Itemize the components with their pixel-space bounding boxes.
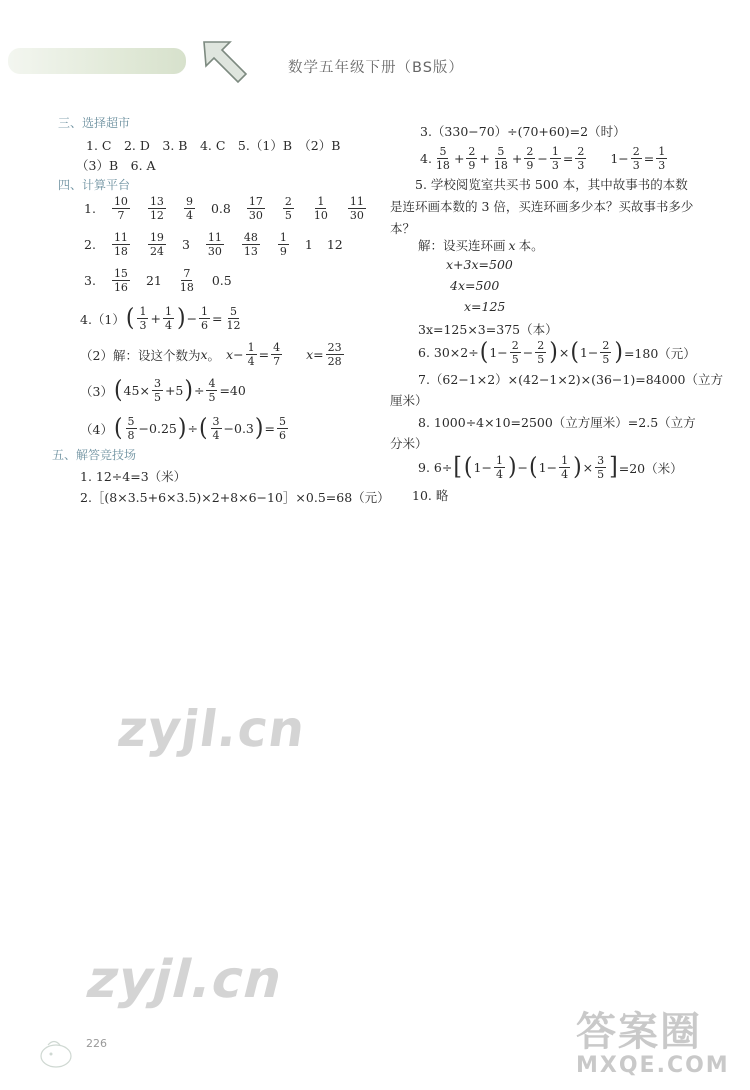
solution-text: 本。	[518, 238, 544, 253]
right-answer-7-line-2: 厘米）	[390, 393, 428, 408]
word-problem-text: 5. 学校阅览室共买书 500 本，其中故事书的本数是连环画本数的 3 倍，买连环画多少本？买故事书多少本？	[390, 177, 694, 236]
equation-line-2: 4x=500	[450, 278, 500, 293]
right-answer-7-line-1: 7.（62−1×2）×(42−1×2)×(36−1)=84000（立方	[418, 372, 723, 387]
choice-answers-line-1: 1. C 2. D 3. B 4. C 5.（1）B （2）B	[86, 138, 341, 153]
punctuation: 。	[207, 347, 221, 363]
right-answer-8-line-1: 8. 1000÷4×10=2500（立方厘米）=2.5（立方	[418, 415, 696, 430]
expression-part: 1−	[579, 345, 599, 360]
calc-row-4-1: 4.（1） ( $\frac{1}{3}$ + $\frac{1}{4}$ ) − $\frac{1}{6}$ = $\frac{5}{12}$	[80, 304, 241, 332]
expression-part: 45×	[123, 383, 150, 398]
fraction: $\frac{5}{18}$	[435, 145, 450, 172]
section-heading-solve: 五、解答竞技场	[52, 448, 137, 462]
calc-row-2	[84, 232, 343, 257]
fraction: $\frac{2}{5}$	[602, 339, 610, 366]
right-answer-8-line-2: 分米）	[390, 436, 428, 451]
equation-line-4: 3x=125×3=375（本）	[418, 322, 558, 337]
operator: ÷	[193, 383, 205, 398]
operator: =	[258, 347, 270, 362]
fraction: $\frac{1}{3}$	[551, 145, 559, 172]
operator: −	[233, 347, 244, 362]
fraction: $\frac{5}{6}$	[278, 415, 286, 442]
calc-row-4-4-label: （4）	[80, 421, 113, 437]
fraction: $\frac{3}{4}$	[212, 415, 220, 442]
operator: =	[643, 151, 655, 166]
fraction: $\frac{10}{7}$	[113, 195, 128, 222]
fraction: $\frac{23}{28}$	[327, 341, 342, 368]
calc-row-3-label: 3.	[84, 273, 96, 288]
site-logo	[576, 1000, 746, 1086]
fraction: $\frac{1}{4}$	[164, 305, 172, 332]
operator: +	[479, 151, 490, 166]
operator: ×	[582, 460, 594, 475]
calc-row-2-label: 2.	[84, 237, 96, 252]
expression-part: 1−	[538, 460, 558, 475]
right-answer-6: 6. 30×2÷ ( 1− $\frac{2}{5}$ − $\frac{2}{5}$ ) × ( 1− $\frac{2}{5}$ ) =180（元）	[418, 338, 696, 366]
fraction: $\frac{2}{9}$	[468, 145, 476, 172]
operator: +	[453, 151, 465, 166]
fraction: $\frac{2}{3}$	[577, 145, 585, 172]
fraction: $\frac{11}{18}$	[113, 231, 128, 258]
mascot-icon	[38, 1030, 78, 1070]
fraction: $\frac{17}{30}$	[248, 195, 263, 222]
equation-line-3: x=125	[464, 299, 506, 314]
fraction: $\frac{1}{6}$	[201, 305, 209, 332]
word-problem-5	[390, 174, 700, 240]
calc-row-3	[84, 268, 232, 293]
fraction: $\frac{2}{9}$	[526, 145, 534, 172]
header-banner	[8, 48, 186, 74]
calc-row-4-2-label: （2）解：设这个数为	[80, 347, 201, 363]
fraction: $\frac{2}{5}$	[284, 195, 292, 222]
expression-part: 1−	[473, 460, 492, 475]
calc-row-4-3-label: （3）	[80, 383, 113, 399]
right-answer-4	[420, 146, 669, 171]
fraction: $\frac{11}{30}$	[349, 195, 364, 222]
right-answer-3: 3.（330−70）÷(70+60)=2（时）	[420, 124, 626, 139]
fraction: $\frac{11}{30}$	[207, 231, 222, 258]
fraction: $\frac{5}{18}$	[493, 145, 508, 172]
fraction: $\frac{5}{12}$	[226, 305, 241, 332]
integer-value: 12	[326, 237, 343, 252]
fraction: $\frac{2}{3}$	[632, 145, 640, 172]
expression-part: +5	[164, 383, 184, 398]
logo-subtitle: MXQE.COM	[576, 1053, 730, 1078]
logo-title: 答案圈	[576, 1009, 702, 1055]
variable-x: x	[200, 347, 208, 362]
operator: −	[537, 151, 548, 166]
watermark-text: zyjl.cn	[80, 950, 290, 1010]
operator: =	[313, 347, 324, 362]
expression-part: 1−	[610, 151, 629, 166]
calc-row-4-3: （3） ( 45× $\frac{3}{5}$ +5 ) ÷ $\frac{4}{5}$ =40	[80, 376, 246, 404]
right-answer-4-label: 4.	[420, 151, 432, 166]
fraction: $\frac{2}{5}$	[537, 339, 545, 366]
operator: =	[562, 151, 574, 166]
fraction: $\frac{1}{3}$	[658, 145, 666, 172]
fraction: $\frac{1}{4}$	[247, 341, 255, 368]
fraction: $\frac{1}{4}$	[561, 454, 569, 481]
fraction: $\frac{4}{7}$	[273, 341, 281, 368]
operator: ÷	[187, 421, 198, 436]
expression-part: −0.25	[138, 421, 177, 436]
solution-intro	[418, 236, 544, 254]
fraction: $\frac{3}{5}$	[153, 377, 161, 404]
fraction: $\frac{13}{12}$	[149, 195, 164, 222]
expression-part: =20（米）	[618, 460, 683, 476]
variable-x: x	[508, 237, 516, 253]
variable-x: x	[306, 347, 314, 362]
decimal-value: 0.8	[210, 201, 231, 216]
operator: +	[511, 151, 523, 166]
integer-value: 21	[145, 273, 162, 288]
solution-text: 解：设买连环画	[418, 238, 506, 253]
watermark-text: zyjl.cn	[113, 700, 310, 758]
fraction: $\frac{15}{16}$	[113, 267, 128, 294]
page-number: 226	[86, 1037, 107, 1050]
variable-x: x	[226, 347, 234, 362]
integer-value: 1	[304, 237, 313, 252]
fraction: $\frac{1}{10}$	[313, 195, 328, 222]
equation-line-1: x+3x=500	[446, 257, 513, 272]
operator: −	[522, 345, 534, 360]
fraction: $\frac{9}{4}$	[185, 195, 193, 222]
expression-part: −0.3	[223, 421, 254, 436]
integer-value: 3	[181, 237, 190, 252]
fraction: $\frac{2}{5}$	[511, 339, 519, 366]
expression-part: 1−	[489, 345, 508, 360]
calc-row-1	[84, 196, 368, 221]
fraction: $\frac{4}{5}$	[208, 377, 216, 404]
operator: =	[264, 421, 275, 436]
fraction: $\frac{3}{5}$	[597, 454, 605, 481]
expression-part: 6. 30×2÷	[418, 345, 479, 360]
fraction: $\frac{1}{3}$	[139, 305, 147, 332]
expression-part: 9. 6÷	[418, 460, 453, 475]
fraction: $\frac{5}{8}$	[127, 415, 135, 442]
fraction: $\frac{7}{18}$	[179, 267, 194, 294]
fraction: $\frac{1}{9}$	[279, 231, 287, 258]
right-answer-9: 9. 6÷ [ ( 1− $\frac{1}{4}$ ) − ( 1− $\frac{1}{4}$ ) × $\frac{3}{5}$ ] =20（米）	[418, 453, 683, 481]
expression-part: =180（元）	[623, 345, 696, 361]
right-answer-10: 10. 略	[412, 488, 449, 503]
calc-row-4-2	[80, 342, 346, 367]
operator: −	[517, 460, 529, 475]
fraction: $\frac{1}{4}$	[495, 454, 503, 481]
arrow-icon	[200, 36, 252, 84]
fraction: $\frac{48}{13}$	[243, 231, 258, 258]
fraction: $\frac{19}{24}$	[149, 231, 164, 258]
section-heading-choice: 三、选择超市	[58, 116, 131, 130]
operator: ×	[558, 345, 570, 360]
section-heading-calc: 四、计算平台	[58, 178, 131, 192]
expression-part: =40	[219, 383, 246, 398]
calc-row-4-4: （4） ( $\frac{5}{8}$ −0.25 ) ÷ ( $\frac{3}{4}$ −0.3 ) = $\frac{5}{6}$	[80, 414, 286, 442]
solve-answer-2: 2.［(8×3.5+6×3.5)×2+8×6−10］×0.5=68（元）	[80, 490, 390, 505]
solve-answer-1: 1. 12÷4=3（米）	[80, 469, 187, 484]
decimal-value: 0.5	[211, 273, 232, 288]
calc-row-4-label: 4.（1）	[80, 311, 125, 327]
page-title: 数学五年级下册（BS版）	[288, 60, 464, 76]
choice-answers-line-2: （3）B 6. A	[76, 158, 156, 173]
calc-row-1-label: 1.	[84, 201, 96, 216]
